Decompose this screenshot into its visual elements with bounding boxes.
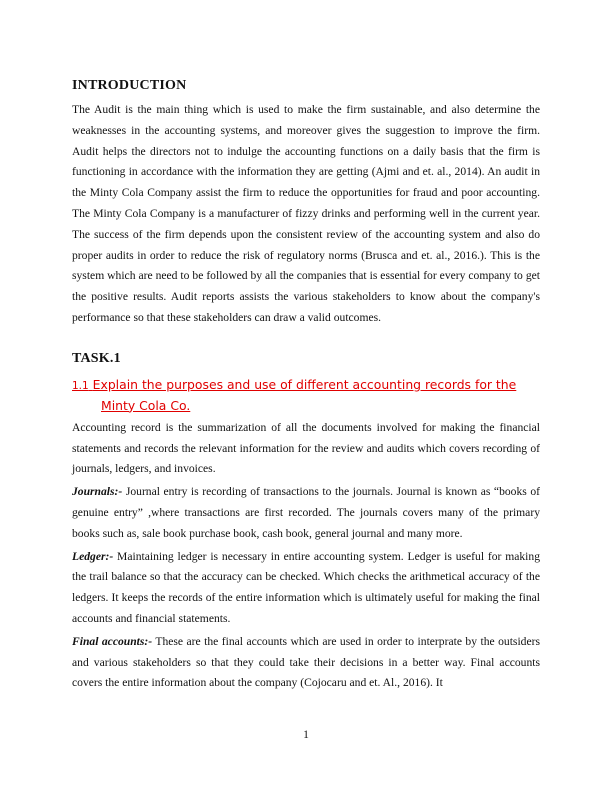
ledger-text: Maintaining ledger is necessary in entire accounting system. Ledger is useful for making the trail balance so that the accuracy can be checked. Which checks the arithmetical accuracy of the ledgers. It keeps the records of the entire information which is ultimately useful for making the final accounts and financial statements. [72, 549, 540, 625]
journals-paragraph [72, 482, 540, 544]
ledger-label: Ledger:- [72, 549, 114, 563]
accounting-record-paragraph: Accounting record is the summarization of all the documents involved for making the financial statements and records the relevant information for the review and audits which covers recording of journals, ledgers, and invoices. [72, 420, 540, 476]
final-accounts-text: These are the final accounts which are used in order to interprate by the outsiders and various stakeholders so that they could take their decisions in a better way. Final accounts covers the entire information about the company (Cojocaru and et. Al., 2016). It [72, 634, 540, 690]
subsection-title-line1: Explain the purposes and use of different accounting records for the [92, 376, 517, 392]
subsection-heading [72, 375, 540, 416]
document-page [72, 78, 540, 694]
final-accounts-label: Final accounts:- [72, 634, 153, 648]
journals-text: Journal entry is recording of transactions to the journals. Journal is known as “books of genuine entry” ,where transactions are first recorded. The journals covers many of the primary books such as, sale book purchase book, cash book, general journal and many more. [72, 485, 540, 540]
section-spacer [72, 329, 540, 351]
journals-label: Journals:- [72, 485, 123, 499]
ledger-paragraph [72, 547, 540, 630]
page-number: 1 [303, 728, 309, 741]
subsection-number: 1.1 [72, 379, 89, 392]
final-accounts-paragraph [72, 632, 540, 694]
task-heading: TASK.1 [72, 350, 121, 366]
subsection-title-line2: Minty Cola Co. [101, 397, 191, 413]
introduction-paragraph: The Audit is the main thing which is used to make the firm sustainable, and also determine the weaknesses in the accounting systems, and moreover gives the suggestion to improve the firm. Audit helps the directors not to indulge the accounting functions on a daily basis that the firm is functioning in accordance with the information they are getting (Ajmi and et. al., 2014). An audit in the Minty Cola Company assist the firm to reduce the opportunities for fraud and poor accounting. The Minty Cola Company is a manufacturer of fizzy drinks and performing well in the current year. The success of the firm depends upon the consistent review of the accounting system and also do proper audits in order to reduce the risk of regulatory norms (Brusca and et. al., 2016.). This is the system which are need to be followed by all the companies that is essential for every company to get the positive results. Audit reports assists the various stakeholders to know about the company's performance so that these stakeholders can draw a valid outcomes. [72, 103, 540, 324]
introduction-heading: INTRODUCTION [72, 78, 187, 93]
